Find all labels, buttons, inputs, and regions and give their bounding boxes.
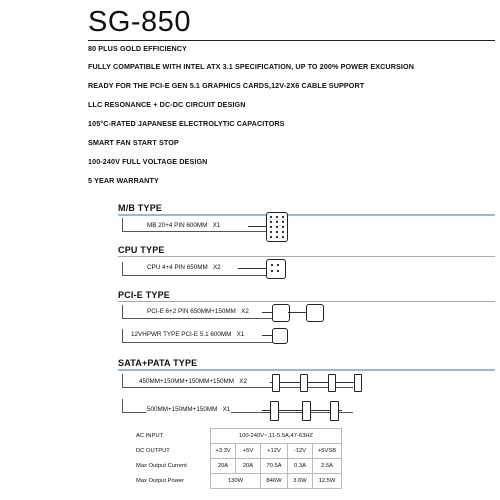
mb-section-line (118, 214, 495, 216)
hpwr-connector-icon (272, 328, 288, 344)
hpwr-wire (262, 335, 272, 336)
sata-section-title: SATA+PATA TYPE (118, 358, 198, 368)
cpu-section-title: CPU TYPE (118, 245, 165, 255)
sata-wire (270, 382, 356, 383)
current-cell: 20A (236, 459, 261, 474)
title-divider (88, 40, 495, 41)
rail-cell: +3.3V (211, 444, 236, 459)
spec-table (118, 428, 342, 489)
dc-output-label: DC OUTPUT (136, 448, 170, 454)
sata-connector-icon (328, 374, 336, 392)
mb-section-title: M/B TYPE (118, 203, 163, 213)
max-current-label: Max Output Current (136, 463, 187, 469)
power-cell: 846W (261, 474, 288, 489)
sata-connector-icon (270, 401, 279, 421)
table-row (118, 474, 342, 489)
ac-input-value: 100-240V~,11-5.5A,47-63HZ (211, 429, 342, 444)
cpu-wire (238, 268, 266, 269)
hpwr-cable-label: 12VHPWR TYPE PCI-E 5.1 600MM X1 (131, 331, 245, 338)
pata-cable-label: 500MM+150MM+150MM X1 (147, 406, 231, 413)
sata-connector-icon (272, 374, 280, 392)
sata-connector-icon (300, 374, 308, 392)
product-title: SG-850 (88, 6, 191, 38)
mb-24pin-connector-icon (266, 212, 288, 242)
sata-cable-label: 450MM+150MM+150MM+150MM X2 (139, 378, 247, 385)
mb-cable-label: MB 20+4 PIN 600MM X1 (147, 222, 221, 229)
molex-connector-icon (330, 401, 339, 421)
rail-cell: +12V (261, 444, 288, 459)
rail-cell: -12V (288, 444, 313, 459)
feature-list (88, 44, 414, 195)
feature-item: 5 YEAR WARRANTY (88, 176, 159, 185)
table-row (118, 429, 342, 444)
ac-input-label: AC INPUT (136, 433, 164, 439)
pcie-8pin-connector-icon (306, 304, 324, 322)
rail-cell: +5VSB (313, 444, 342, 459)
feature-item: SMART FAN START STOP (88, 138, 179, 147)
feature-item: READY FOR THE PCI-E GEN 5.1 GRAPHICS CARDS,12V-2X6 CABLE SUPPORT (88, 81, 365, 90)
cpu-cable-label: CPU 4+4 PIN 650MM X2 (147, 264, 221, 271)
current-cell: 20A (211, 459, 236, 474)
current-cell: 70.5A (261, 459, 288, 474)
feature-item: LLC RESONANCE + DC-DC CIRCUIT DESIGN (88, 100, 246, 109)
pcie-section-line (118, 301, 495, 302)
sata-section-line (118, 369, 495, 371)
table-row (118, 459, 342, 474)
max-power-label: Max Output Power (136, 478, 185, 484)
mb-wire (248, 226, 266, 227)
cpu-section-line (118, 256, 495, 257)
feature-item: 105°C-RATED JAPANESE ELECTROLYTIC CAPACITORS (88, 119, 285, 128)
power-cell: 130W (211, 474, 261, 489)
sata-connector-icon (302, 401, 311, 421)
power-cell: 12.5W (313, 474, 342, 489)
cpu-connector-icon (266, 259, 286, 279)
pcie-8pin-connector-icon (272, 304, 290, 322)
rail-cell: +5V (236, 444, 261, 459)
pcie-section-title: PCI-E TYPE (118, 290, 171, 300)
feature-item: FULLY COMPATIBLE WITH INTEL ATX 3.1 SPECIFICATION, UP TO 200% POWER EXCURSION (88, 62, 414, 71)
feature-item: 80 PLUS GOLD EFFICIENCY (88, 44, 187, 53)
power-cell: 3.6W (288, 474, 313, 489)
pcie-cable-label: PCI-E 6+2 PIN 650MM+150MM X2 (147, 308, 249, 315)
feature-item: 100-240V FULL VOLTAGE DESIGN (88, 157, 208, 166)
current-cell: 2.5A (313, 459, 342, 474)
table-row (118, 444, 342, 459)
current-cell: 0.3A (288, 459, 313, 474)
pcie-wire-ext (288, 312, 306, 313)
pcie-wire (262, 312, 272, 313)
sata-connector-icon (354, 374, 362, 392)
